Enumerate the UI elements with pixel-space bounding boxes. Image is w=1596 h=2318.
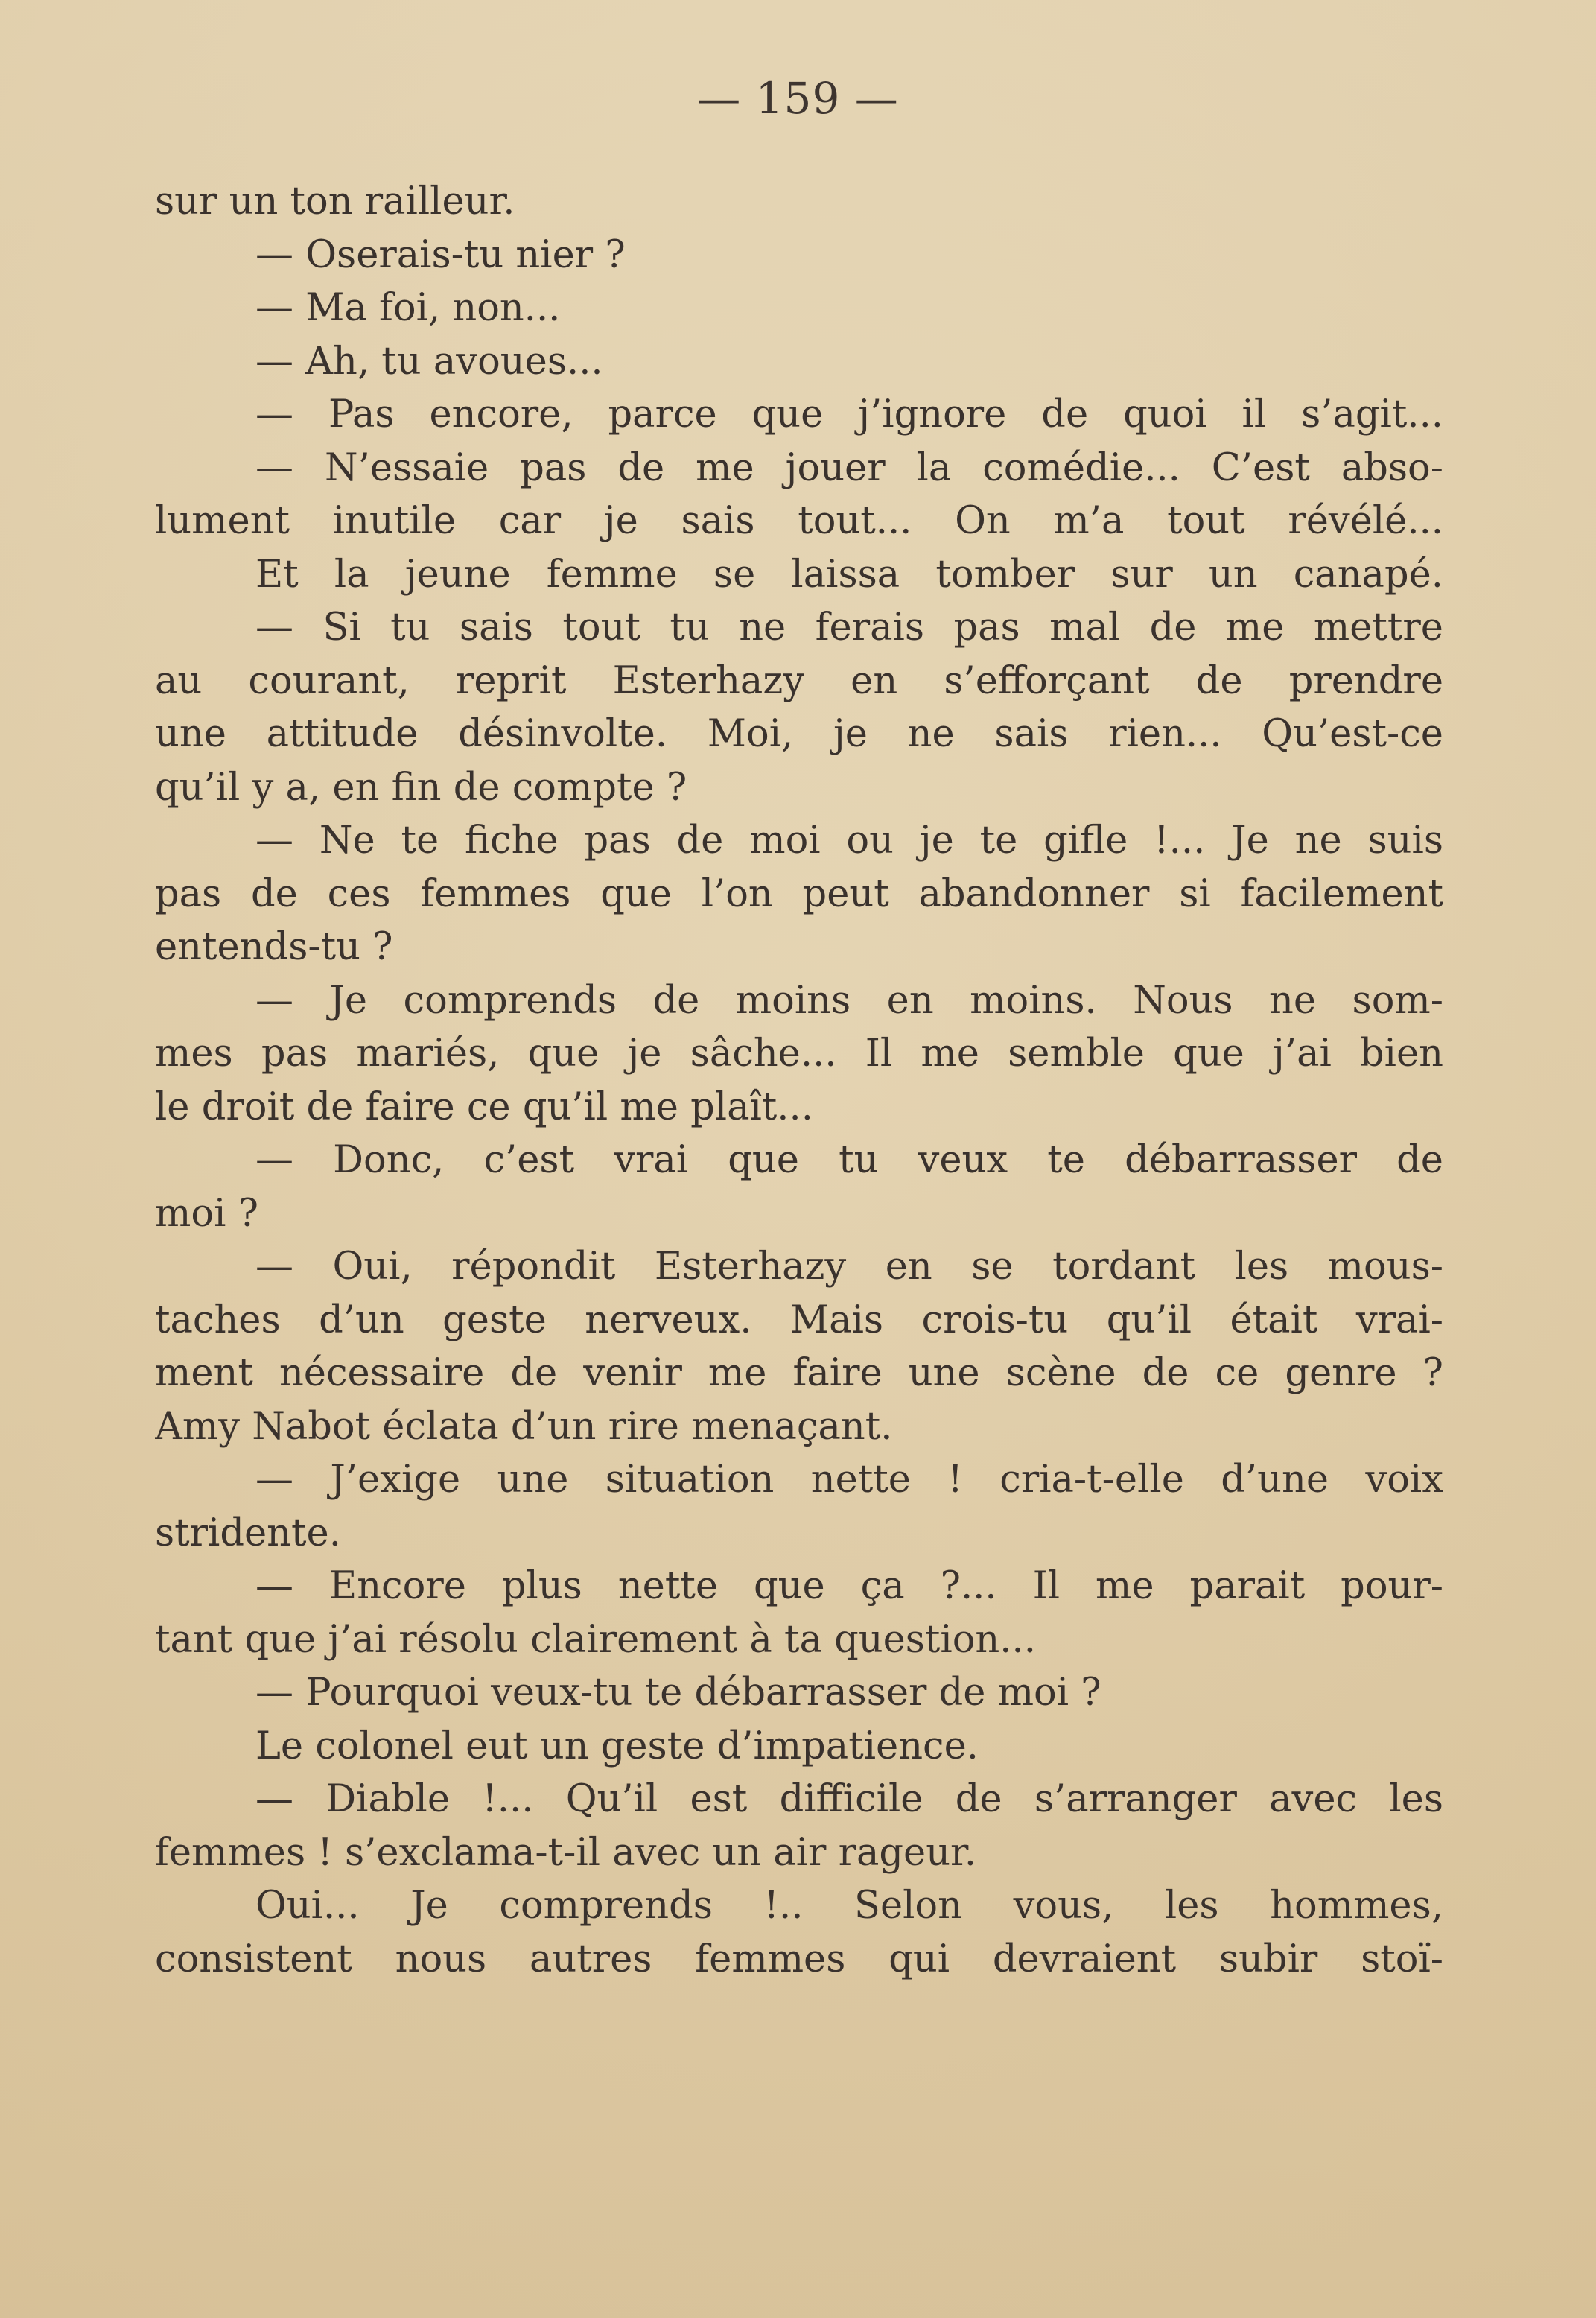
text-line: mes pas mariés, que je sâche... Il me semble que j’ai bien bbox=[155, 1032, 1443, 1076]
text-line: moi ? bbox=[155, 1191, 258, 1236]
text-line: le droit de faire ce qu’il me plaît... bbox=[155, 1085, 813, 1129]
text-line: — Ma foi, non... bbox=[255, 286, 561, 330]
text-line: une attitude désinvolte. Moi, je ne sais rien... Qu’est-ce bbox=[155, 712, 1443, 756]
text-line: tant que j’ai résolu clairement à ta question... bbox=[155, 1617, 1036, 1662]
text-line: sur un ton railleur. bbox=[155, 180, 515, 223]
text-line: au courant, reprit Esterhazy en s’efforçant de prendre bbox=[155, 658, 1443, 703]
text-line: pas de ces femmes que l’on peut abandonner si facilement bbox=[155, 871, 1443, 916]
text-line: — N’essaie pas de me jouer la comédie... C’est abso- bbox=[255, 445, 1443, 490]
text-line: Amy Nabot éclata d’un rire menaçant. bbox=[155, 1404, 893, 1449]
text-line: stridente. bbox=[155, 1511, 341, 1555]
text-line: — Encore plus nette que ça ?... Il me parait pour- bbox=[255, 1564, 1443, 1608]
text-line: — J’exige une situation nette ! cria-t-elle d’une voix bbox=[255, 1458, 1443, 1502]
text-line: entends-tu ? bbox=[155, 925, 393, 969]
text-line: — Oserais-tu nier ? bbox=[255, 232, 626, 277]
text-line: — Si tu sais tout tu ne ferais pas mal de me mettre bbox=[255, 606, 1443, 650]
text-line: — Je comprends de moins en moins. Nous ne som- bbox=[255, 978, 1443, 1023]
text-line: — Donc, c’est vrai que tu veux te débarrasser de bbox=[255, 1138, 1443, 1182]
text-line: ment nécessaire de venir me faire une scène de ce genre ? bbox=[155, 1351, 1443, 1395]
text-line: lument inutile car je sais tout... On m’a tout révélé... bbox=[155, 499, 1443, 543]
text-line: — Diable !... Qu’il est difficile de s’arranger avec les bbox=[255, 1777, 1443, 1821]
text-line: Oui... Je comprends !.. Selon vous, les hommes, bbox=[255, 1884, 1443, 1928]
text-line: qu’il y a, en fin de compte ? bbox=[155, 765, 687, 810]
page-number: — 159 — bbox=[697, 73, 899, 124]
text-line: — Pourquoi veux-tu te débarrasser de moi ? bbox=[255, 1671, 1101, 1715]
text-line: — Pas encore, parce que j’ignore de quoi il s’agit... bbox=[255, 393, 1443, 436]
text-line: — Oui, répondit Esterhazy en se tordant les mous- bbox=[255, 1245, 1443, 1289]
body-text bbox=[155, 175, 1443, 1986]
text-line: femmes ! s’exclama-t-il avec un air rageur. bbox=[155, 1830, 977, 1875]
text-line: — Ne te fiche pas de moi ou je te gifle !... Je ne suis bbox=[255, 819, 1443, 863]
text-line: consistent nous autres femmes qui devraient subir stoï- bbox=[155, 1937, 1443, 1981]
text-line: Et la jeune femme se laissa tomber sur un canapé. bbox=[255, 552, 1443, 597]
text-line: — Ah, tu avoues... bbox=[255, 339, 603, 384]
text-line: Le colonel eut un geste d’impatience. bbox=[255, 1724, 979, 1768]
text-line: taches d’un geste nerveux. Mais crois-tu qu’il était vrai- bbox=[155, 1298, 1443, 1342]
